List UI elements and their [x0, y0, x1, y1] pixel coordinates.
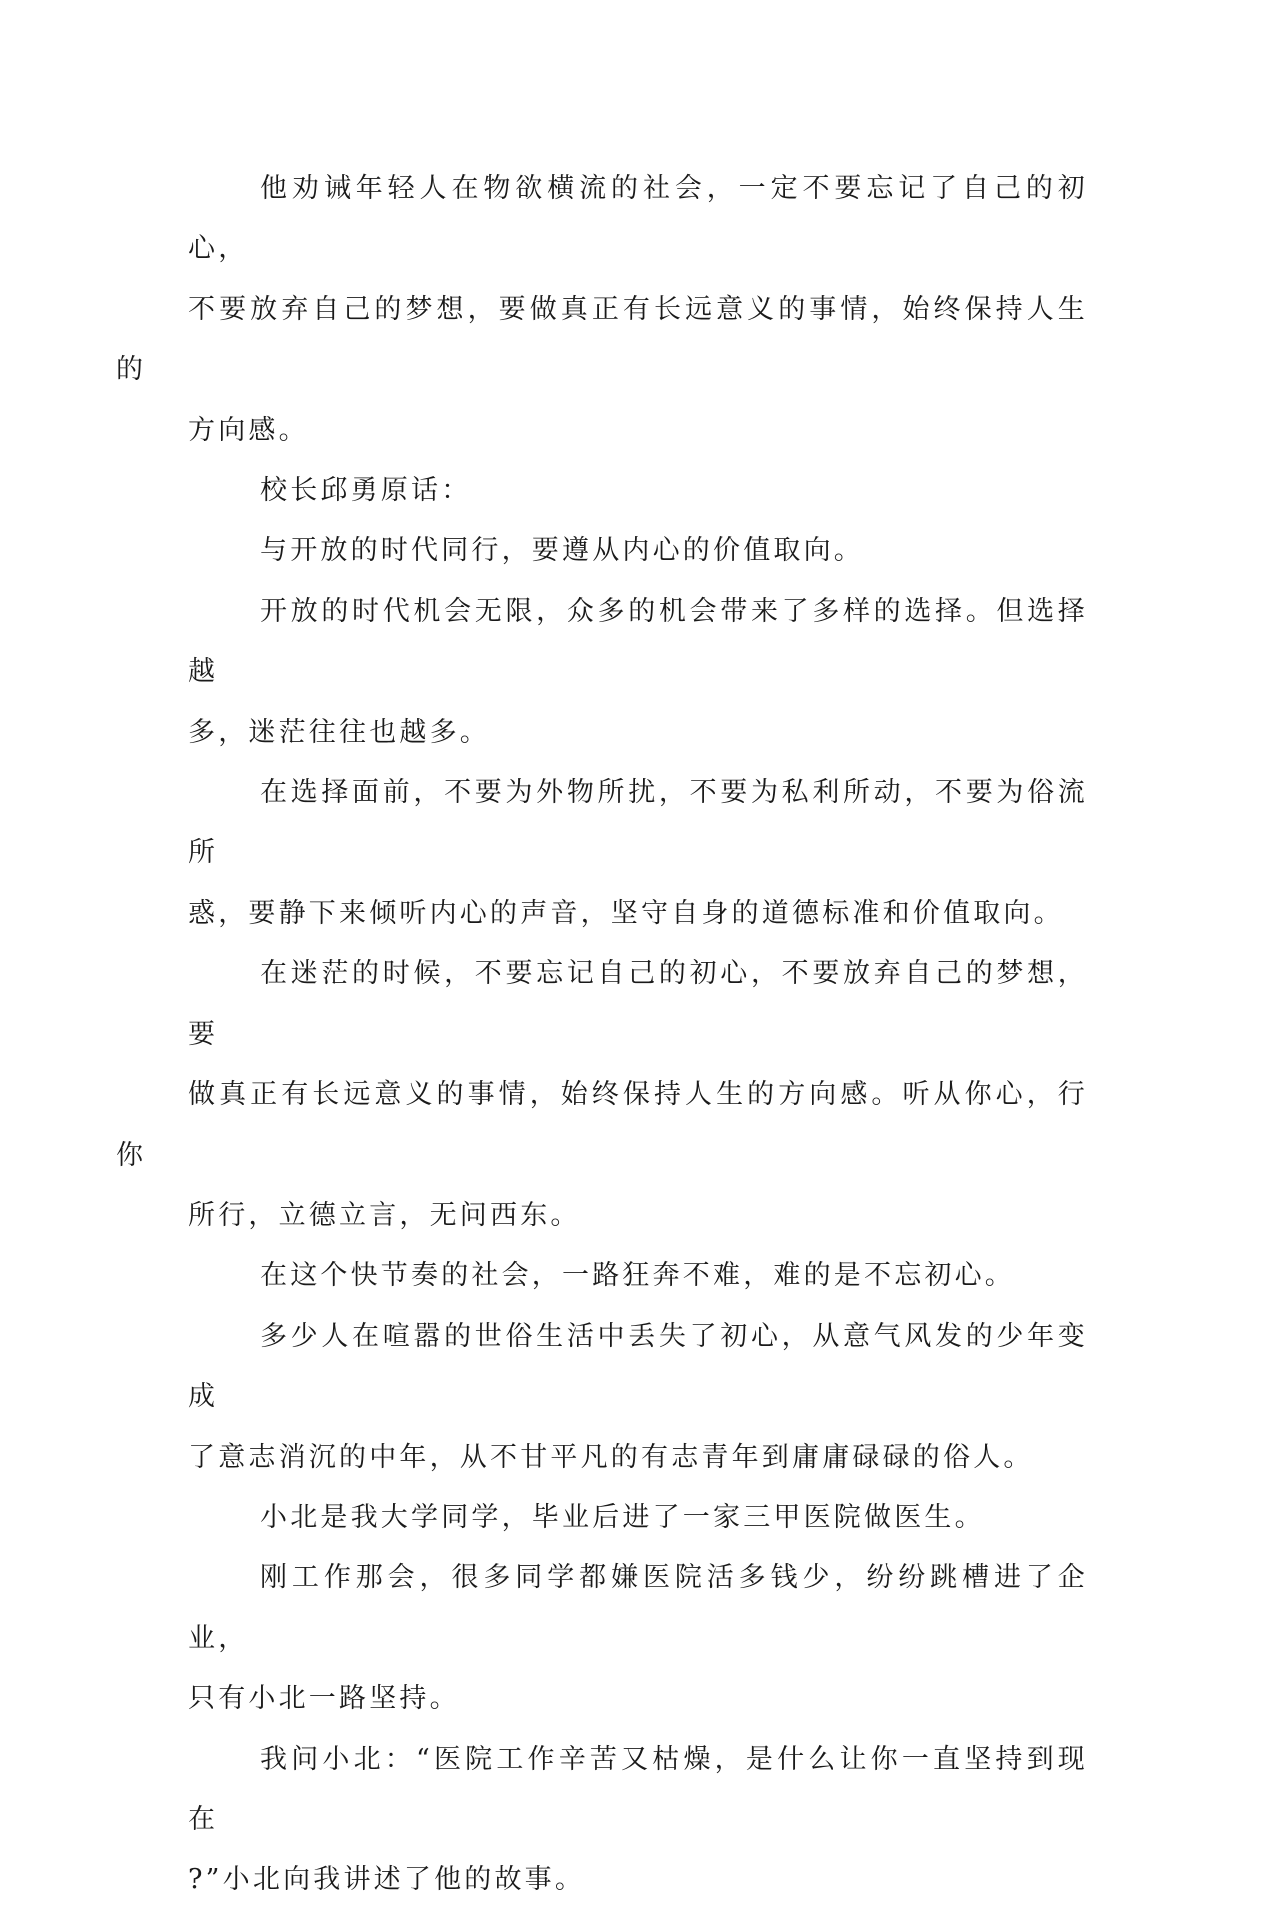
paragraph — [188, 461, 1088, 521]
text-line: 只有小北一路坚持。 — [188, 1683, 460, 1715]
text-line: 多少人在喧嚣的世俗生活中丢失了初心，从意气风发的少年变成 — [188, 1320, 1088, 1413]
text-line: 校长邱勇原话： — [260, 475, 472, 507]
paragraph — [188, 1307, 1088, 1488]
text-line: 在迷茫的时候，不要忘记自己的初心，不要放弃自己的梦想，要 — [188, 958, 1088, 1050]
text-line: 多，迷茫往往也越多。 — [188, 716, 490, 748]
text-line: 方向感。 — [188, 414, 309, 446]
text-line: 与开放的时代同行，要遵从内心的价值取向。 — [260, 535, 864, 567]
document-body — [116, 159, 1088, 1911]
text-line: 他劝诫年轻人在物欲横流的社会，一定不要忘记了自己的初心， — [188, 173, 1088, 265]
text-line: 我问小北：“医院工作辛苦又枯燥，是什么让你一直坚持到现在 — [188, 1743, 1088, 1835]
paragraph — [116, 159, 1088, 461]
paragraph — [188, 1730, 1088, 1911]
text-line: ?”小北向我讲述了他的故事。 — [188, 1864, 586, 1896]
text-line: 所行，立德立言，无问西东。 — [188, 1199, 581, 1231]
paragraph — [188, 582, 1088, 763]
paragraph — [188, 1246, 1088, 1306]
text-line: 惑，要静下来倾听内心的声音，坚守自身的道德标准和价值取向。 — [188, 897, 1064, 929]
text-line: 在这个快节奏的社会，一路狂奔不难，难的是不忘初心。 — [260, 1260, 1015, 1292]
text-line: 小北是我大学同学，毕业后进了一家三甲医院做医生。 — [260, 1501, 985, 1533]
paragraph — [188, 1548, 1088, 1729]
text-line: 在选择面前，不要为外物所扰，不要为私利所动，不要为俗流所 — [188, 777, 1088, 869]
text-line: 不要放弃自己的梦想，要做真正有长远意义的事情，始终保持人生的 — [116, 293, 1088, 386]
paragraph — [188, 521, 1088, 581]
text-line: 做真正有长远意义的事情，始终保持人生的方向感。听从你心，行你 — [116, 1079, 1088, 1171]
paragraph — [188, 1488, 1088, 1548]
text-line: 了意志消沉的中年，从不甘平凡的有志青年到庸庸碌碌的俗人。 — [188, 1441, 1034, 1473]
text-line: 开放的时代机会无限，众多的机会带来了多样的选择。但选择越 — [188, 595, 1088, 688]
paragraph — [116, 944, 1088, 1246]
text-line: 刚工作那会，很多同学都嫌医院活多钱少，纷纷跳槽进了企业， — [188, 1562, 1088, 1654]
paragraph — [188, 763, 1088, 944]
